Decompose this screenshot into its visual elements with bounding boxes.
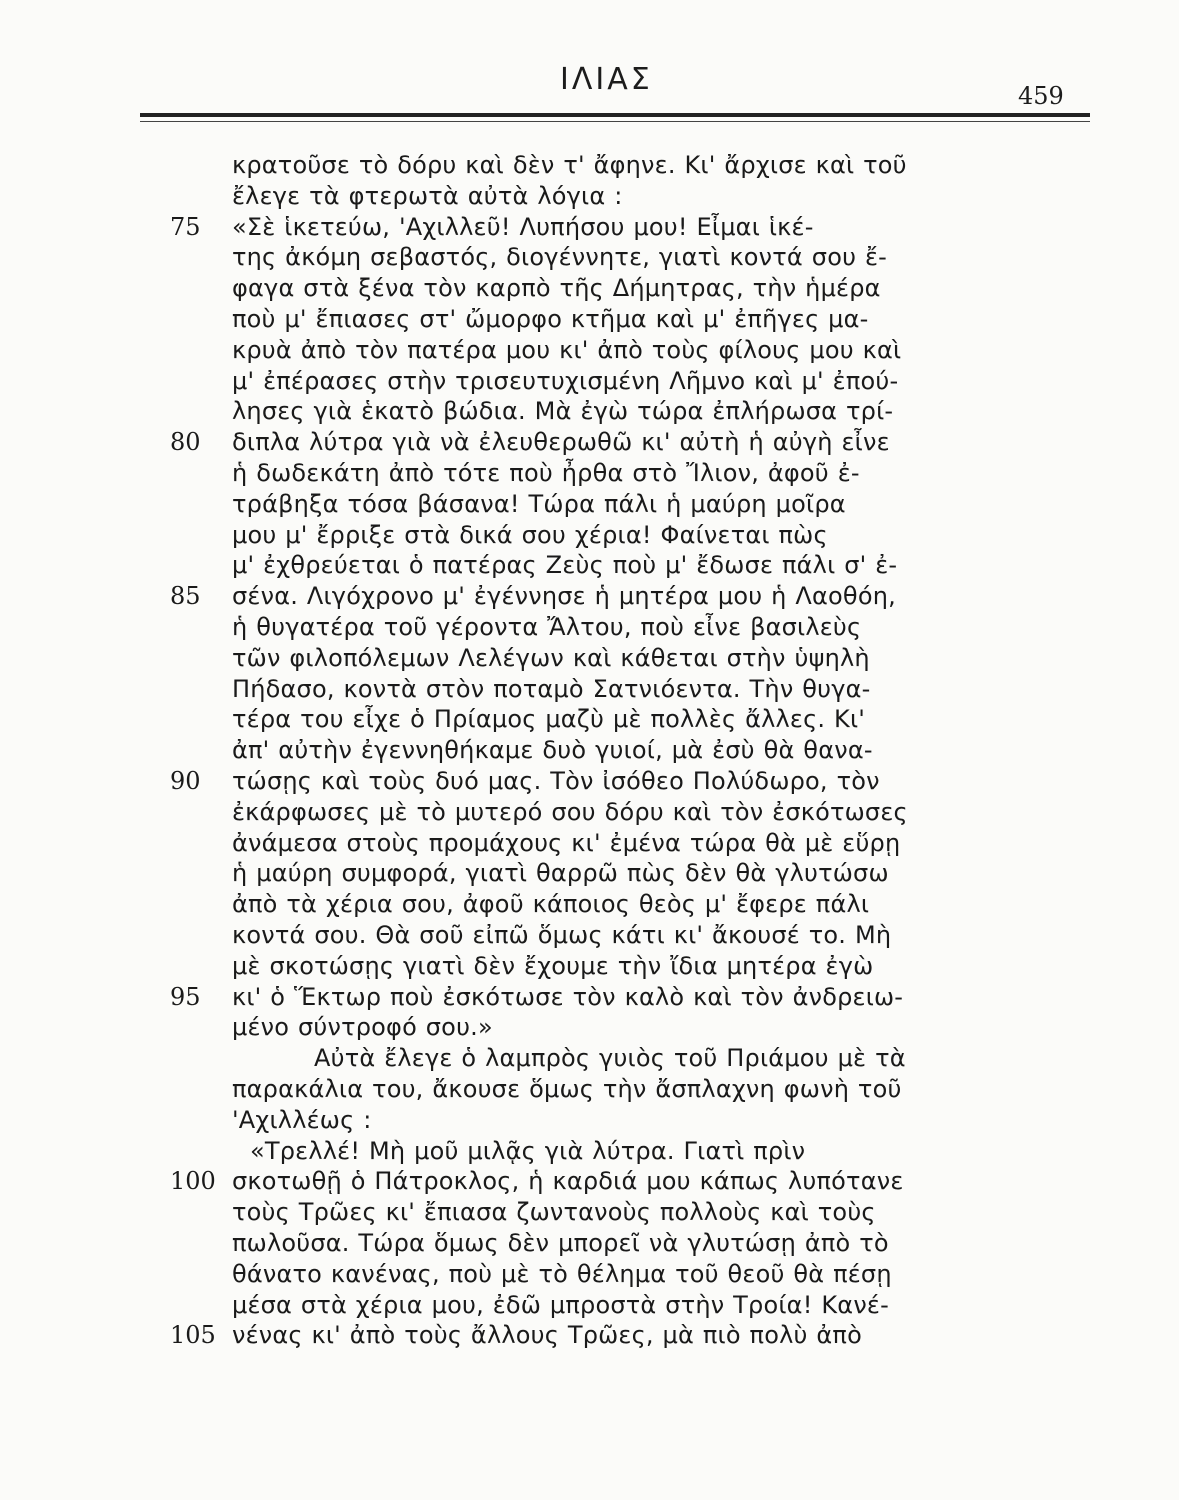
text-line: [0, 396, 1179, 426]
line-text: διπλα λύτρα γιὰ νὰ ἐλευθερωθῶ κι' αὐτὴ ἡ αὐγὴ εἶνε: [232, 428, 890, 457]
line-number: 75: [170, 212, 201, 241]
line-text: μ' ἐπέρασες στὴν τρισευτυχισμένη Λῆμνο καὶ μ' ἐπού-: [232, 366, 899, 395]
line-text: πωλοῦσα. Τώρα ὅμως δὲν μπορεῖ νὰ γλυτώσῃ ἀπὸ τὸ: [232, 1229, 889, 1257]
line-text: Πήδασο, κοντὰ στὸν ποταμὸ Σατνιόεντα. Τὴν θυγα-: [232, 674, 871, 703]
text-line: [0, 212, 1179, 242]
running-title: ΙΛΙΑΣ: [560, 62, 653, 97]
line-number: 105: [170, 1321, 216, 1350]
line-text: ἡ δωδεκάτη ἀπὸ τότε ποὺ ἦρθα στὸ Ἴλιον, ἀφοῦ ἐ-: [232, 459, 860, 487]
text-line: [0, 181, 1179, 211]
text-line: [0, 366, 1179, 396]
text-line: [0, 1228, 1179, 1258]
line-text: μου μ' ἔρριξε στὰ δικά σου χέρια! Φαίνεται πὼς: [232, 520, 828, 549]
text-line: [0, 674, 1179, 704]
line-text: παρακάλια του, ἄκουσε ὅμως τὴν ἄσπλαχνη φωνὴ τοῦ: [232, 1075, 902, 1103]
line-text: φαγα στὰ ξένα τὸν καρπὸ τῆς Δήμητρας, τὴν ἡμέρα: [232, 274, 881, 303]
line-text: μένο σύντροφό σου.»: [232, 1013, 493, 1042]
line-text: ποὺ μ' ἔπιασες στ' ὤμορφο κτῆμα καὶ μ' ἐπῆγες μα-: [232, 305, 869, 333]
line-text: κρυὰ ἀπὸ τὸν πατέρα μου κι' ἀπὸ τοὺς φίλους μου καὶ: [232, 335, 902, 364]
line-text: λησες γιὰ ἑκατὸ βώδια. Μὰ ἐγὼ τώρα ἐπλήρωσα τρί-: [232, 397, 894, 426]
text-line: [0, 858, 1179, 888]
line-text: ἀπὸ τὰ χέρια σου, ἀφοῦ κάποιος θεὸς μ' ἔφερε πάλι: [232, 890, 870, 919]
text-line: [0, 550, 1179, 580]
text-line: [0, 828, 1179, 858]
text-line: [0, 1012, 1179, 1042]
text-line: [0, 951, 1179, 981]
text-line: [0, 581, 1179, 611]
line-number: 100: [170, 1167, 216, 1196]
text-line: [0, 150, 1179, 180]
text-line: [0, 1320, 1179, 1350]
text-line: [0, 242, 1179, 272]
text-line: [0, 335, 1179, 365]
line-text: Αὐτὰ ἔλεγε ὁ λαμπρὸς γυιὸς τοῦ Πριάμου μὲ τὰ: [314, 1044, 906, 1073]
line-text: μέσα στὰ χέρια μου, ἐδῶ μπροστὰ στὴν Τροία! Κανέ-: [232, 1290, 889, 1319]
text-line: [0, 1074, 1179, 1104]
text-line: [0, 643, 1179, 673]
line-text: ἡ θυγατέρα τοῦ γέροντα Ἄλτου, ποὺ εἶνε βασιλεὺς: [232, 613, 862, 641]
text-line: [0, 889, 1179, 919]
line-number: 85: [170, 582, 201, 611]
text-line: [0, 1259, 1179, 1289]
line-text: ἐκάρφωσες μὲ τὸ μυτερό σου δόρυ καὶ τὸν ἐσκότωσες: [232, 797, 908, 826]
line-text: μὲ σκοτώσῃς γιατὶ δὲν ἔχουμε τὴν ἴδια μητέρα ἐγὼ: [232, 951, 874, 980]
text-line: [0, 1166, 1179, 1196]
line-text: θάνατο κανένας, ποὺ μὲ τὸ θέλημα τοῦ θεοῦ θὰ πέσῃ: [232, 1259, 892, 1288]
text-line: [0, 489, 1179, 519]
header-rule-thin: [140, 121, 1090, 122]
text-line: [0, 797, 1179, 827]
line-text: ἔλεγε τὰ φτερωτὰ αὐτὰ λόγια :: [232, 181, 623, 210]
text-line: [0, 427, 1179, 457]
line-text: τέρα του εἶχε ὁ Πρίαμος μαζὺ μὲ πολλὲς ἄλλες. Κι': [232, 705, 866, 734]
line-text: ἀνάμεσα στοὺς προμάχους κι' ἐμένα τώρα θὰ μὲ εὕρῃ: [232, 828, 901, 857]
line-text: τράβηξα τόσα βάσανα! Τώρα πάλι ἡ μαύρη μοῖρα: [232, 489, 846, 518]
line-text: ἡ μαύρη συμφορά, γιατὶ θαρρῶ πὼς δὲν θὰ γλυτώσω: [232, 859, 889, 888]
line-text: ἀπ' αὐτὴν ἐγεννηθήκαμε δυὸ γυιοί, μὰ ἐσὺ θὰ θανα-: [232, 736, 873, 765]
text-line: [0, 612, 1179, 642]
text-line: [0, 458, 1179, 488]
text-line: [0, 982, 1179, 1012]
line-text: τώσῃς καὶ τοὺς δυό μας. Τὸν ἰσόθεο Πολύδωρο, τὸν: [232, 767, 880, 795]
text-line: [0, 304, 1179, 334]
text-line: [0, 1197, 1179, 1227]
line-number: 90: [170, 767, 201, 795]
line-text: «Σὲ ἱκετεύω, 'Αχιλλεῦ! Λυπήσου μου! Εἶμαι ἱκέ-: [232, 212, 814, 241]
line-text: νένας κι' ἀπὸ τοὺς ἄλλους Τρῶες, μὰ πιὸ πολὺ ἀπὸ: [232, 1321, 862, 1350]
text-line: [0, 1290, 1179, 1320]
line-text: τῶν φιλοπόλεμων Λελέγων καὶ κάθεται στὴν ὑψηλὴ: [232, 643, 870, 672]
line-text: τοὺς Τρῶες κι' ἔπιασα ζωντανοὺς πολλοὺς καὶ τοὺς: [232, 1198, 876, 1227]
text-line: [0, 520, 1179, 550]
line-text: της ἀκόμη σεβαστός, διογέννητε, γιατὶ κοντά σου ἔ-: [232, 243, 888, 272]
text-line: [0, 735, 1179, 765]
text-line: [0, 1105, 1179, 1135]
line-text: μ' ἐχθρεύεται ὁ πατέρας Ζεὺς ποὺ μ' ἔδωσε πάλι σ' ἐ-: [232, 551, 898, 580]
line-text: σένα. Λιγόχρονο μ' ἐγέννησε ἡ μητέρα μου ἡ Λαοθόη,: [232, 582, 896, 611]
line-text: σκοτωθῇ ὁ Πάτροκλος, ἡ καρδιά μου κάπως λυπότανε: [232, 1167, 904, 1196]
line-text: 'Αχιλλέως :: [232, 1105, 372, 1134]
line-text: «Τρελλέ! Μὴ μοῦ μιλᾷς γιὰ λύτρα. Γιατὶ πρὶν: [250, 1136, 806, 1165]
line-text: κρατοῦσε τὸ δόρυ καὶ δὲν τ' ἄφηνε. Κι' ἄρχισε καὶ τοῦ: [232, 151, 907, 179]
line-number: 95: [170, 982, 201, 1011]
text-line: [0, 1136, 1179, 1166]
header-rule: [140, 113, 1090, 117]
text-line: [0, 1043, 1179, 1073]
line-text: κοντά σου. Θὰ σοῦ εἰπῶ ὅμως κάτι κι' ἄκουσέ το. Μὴ: [232, 921, 892, 949]
text-line: [0, 920, 1179, 950]
text-line: [0, 704, 1179, 734]
page-number: 459: [1018, 82, 1064, 110]
line-number: 80: [170, 428, 201, 457]
text-line: [0, 273, 1179, 303]
line-text: κι' ὁ Ἕκτωρ ποὺ ἐσκότωσε τὸν καλὸ καὶ τὸν ἀνδρειω-: [232, 982, 904, 1011]
text-line: [0, 766, 1179, 796]
